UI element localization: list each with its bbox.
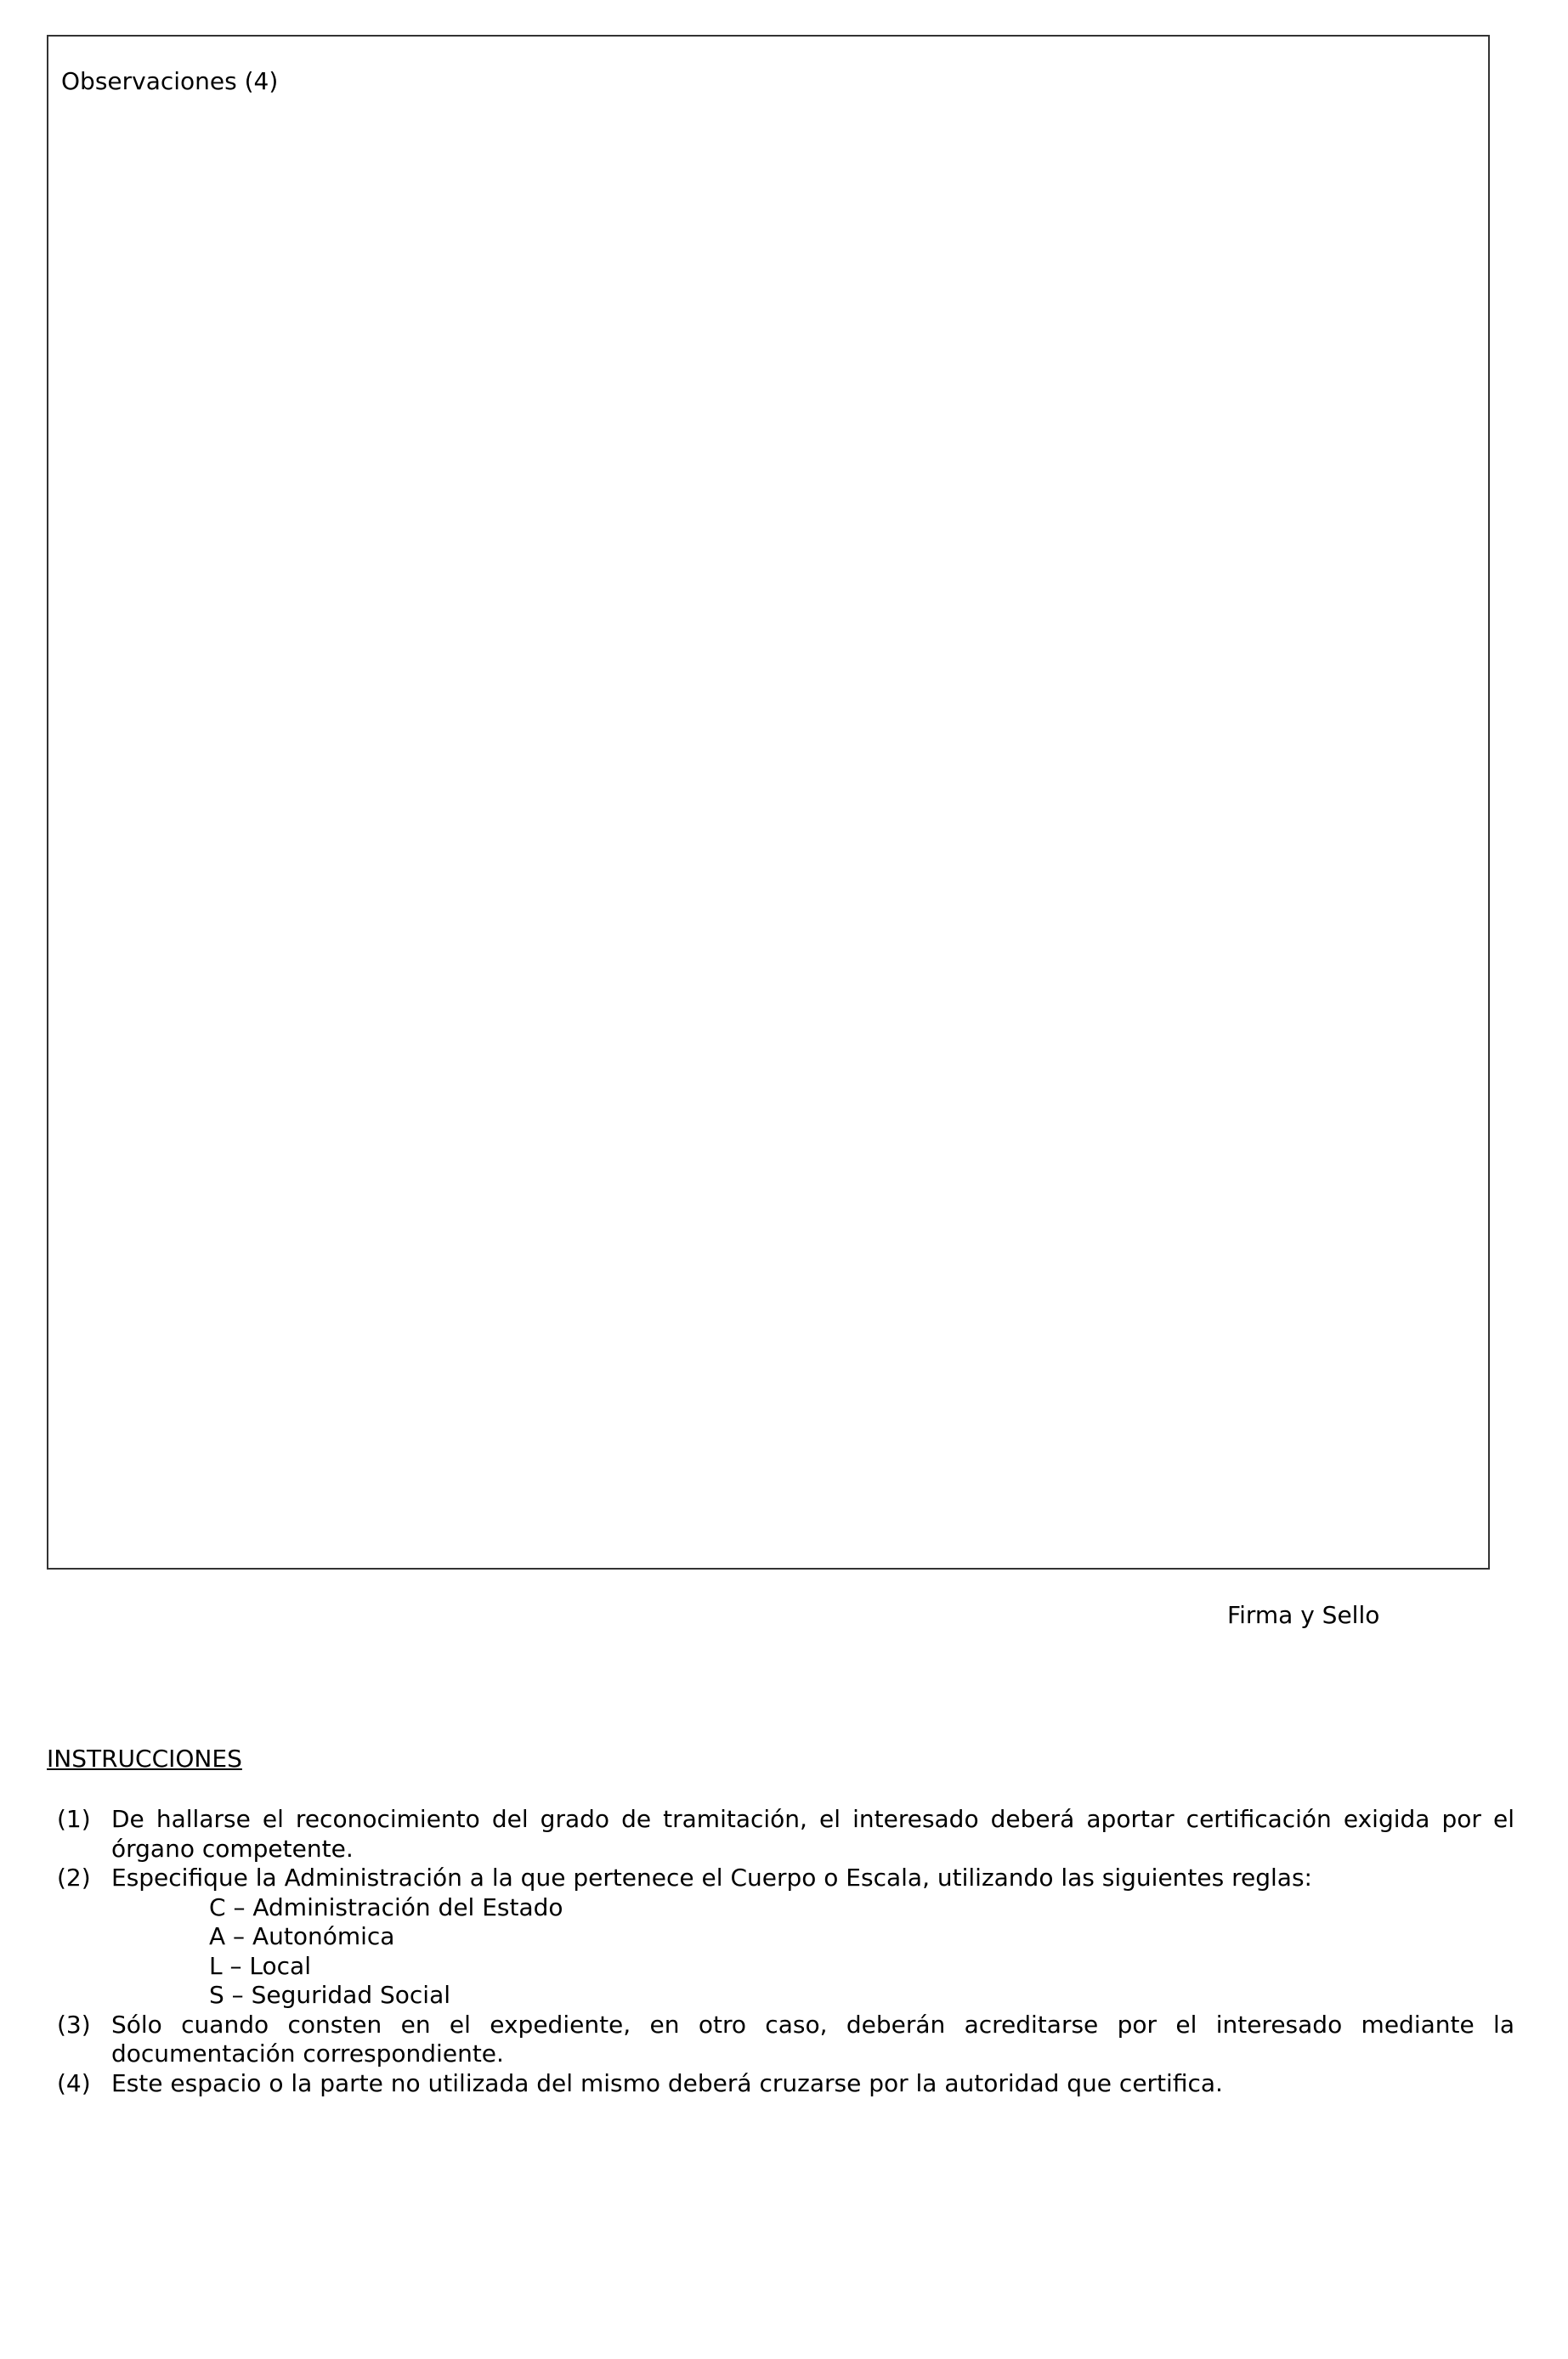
instructions-heading: INSTRUCCIONES <box>47 1745 242 1773</box>
instruction-item-2 <box>47 1864 1514 1893</box>
rule-item-l: L – Local <box>209 1951 311 1980</box>
signature-label: Firma y Sello <box>1227 1601 1380 1629</box>
instruction-number: (4) <box>57 2068 91 2097</box>
instructions-list <box>47 1805 1514 2098</box>
instruction-text: Especifique la Administración a la que pertenece el Cuerpo o Escala, utilizando las siguientes reglas: <box>111 1864 1312 1892</box>
instruction-number: (2) <box>57 1864 91 1892</box>
rule-item-a: A – Autonómica <box>209 1922 395 1950</box>
instruction-text: Este espacio o la parte no utilizada del mismo deberá cruzarse por la autoridad que certifica. <box>111 2068 1223 2097</box>
instruction-item-1 <box>47 1805 1514 1864</box>
instruction-item-4 <box>47 2069 1514 2099</box>
observations-title: Observaciones (4) <box>61 67 279 95</box>
instruction-text: Sólo cuando consten en el expediente, en otro caso, deberán acreditarse por el interesado mediante la documentación correspondiente. <box>111 2010 1514 2068</box>
instruction-item-3 <box>47 2011 1514 2069</box>
instruction-text: De hallarse el reconocimiento del grado de tramitación, el interesado deberá aportar certificación exigida por el órgano competente. <box>111 1805 1514 1863</box>
instruction-number: (1) <box>57 1805 91 1833</box>
instruction-number: (3) <box>57 2010 91 2039</box>
rule-item-c: C – Administración del Estado <box>209 1892 563 1921</box>
rule-item-s: S – Seguridad Social <box>209 1981 451 2009</box>
observations-box <box>47 35 1490 1570</box>
